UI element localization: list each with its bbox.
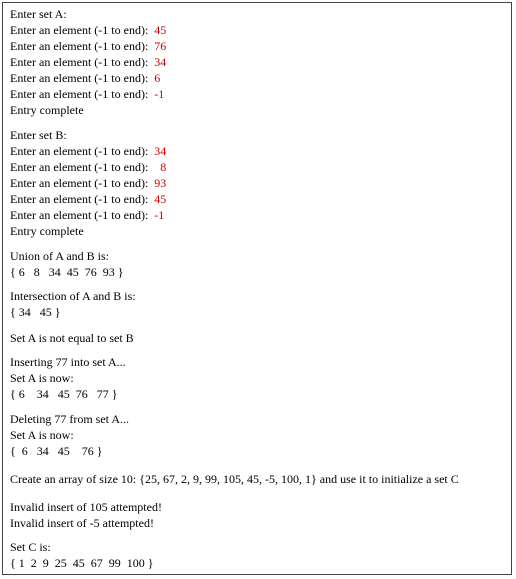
console-line-text: Union of A and B is:	[10, 249, 110, 263]
console-line	[10, 412, 129, 426]
console-user-input: 34	[154, 144, 167, 158]
console-line-text: Set A is now:	[10, 371, 74, 385]
console-line-text: { 1 2 9 25 45 67 99 100 }	[10, 556, 154, 570]
console-line-text: { 6 34 45 76 77 }	[10, 387, 118, 401]
console-line	[10, 500, 162, 514]
console-user-input: 6	[154, 71, 161, 85]
console-line	[10, 176, 166, 190]
console-line-text: { 34 45 }	[10, 305, 61, 319]
console-line	[10, 387, 118, 401]
console-line-text: Set C is:	[10, 540, 51, 554]
console-line	[10, 371, 74, 385]
console-line	[10, 7, 67, 21]
console-line-text: Set A is now:	[10, 428, 74, 442]
console-line	[10, 192, 166, 206]
console-line-text: Intersection of A and B is:	[10, 289, 136, 303]
console-user-input: 8	[160, 160, 167, 174]
console-user-input: -1	[154, 87, 165, 101]
console-line	[10, 160, 166, 174]
console-line	[10, 516, 154, 530]
console-line	[10, 103, 84, 117]
console-line-text: Enter an element (-1 to end):	[10, 192, 155, 206]
console-line	[10, 144, 166, 158]
console-line	[10, 249, 109, 263]
console-line-text: Enter an element (-1 to end):	[10, 39, 155, 53]
console-line-text: Entry complete	[10, 103, 84, 117]
console-output-panel	[2, 2, 512, 575]
console-line	[10, 355, 126, 369]
console-line	[10, 472, 459, 486]
console-line-text: Enter an element (-1 to end):	[10, 55, 155, 69]
console-line	[10, 128, 67, 142]
console-line-text: Entry complete	[10, 224, 84, 238]
console-line	[10, 428, 74, 442]
console-line-text: Create an array of size 10: {25, 67, 2, 9, 99, 105, 45, -5, 100, 1} and use it to initialize a set C	[10, 472, 459, 486]
console-line	[10, 305, 61, 319]
console-line	[10, 71, 160, 85]
console-line-text: Invalid insert of 105 attempted!	[10, 500, 162, 514]
console-user-input: 93	[154, 176, 167, 190]
console-line-text: Enter an element (-1 to end):	[10, 87, 155, 101]
console-line-text: { 6 8 34 45 76 93 }	[10, 265, 124, 279]
console-line	[10, 87, 164, 101]
console-line	[10, 23, 166, 37]
console-line-text: Enter an element (-1 to end):	[10, 23, 155, 37]
console-line-text: Set A is not equal to set B	[10, 331, 134, 345]
console-line	[10, 208, 164, 222]
console-line-text: Enter an element (-1 to end):	[10, 160, 161, 174]
console-line	[10, 39, 166, 53]
console-line-text: Deleting 77 from set A...	[10, 412, 129, 426]
console-line	[10, 265, 124, 279]
console-line-text: Enter set A:	[10, 7, 67, 21]
console-line-text: Enter an element (-1 to end):	[10, 71, 155, 85]
console-line	[10, 331, 134, 345]
console-user-input: 76	[154, 39, 167, 53]
console-line-text: Enter an element (-1 to end):	[10, 208, 155, 222]
console-line-text: Invalid insert of -5 attempted!	[10, 516, 154, 530]
console-line-text: Inserting 77 into set A...	[10, 355, 126, 369]
console-user-input: 45	[154, 23, 167, 37]
console-user-input: -1	[154, 208, 165, 222]
console-user-input: 34	[154, 55, 167, 69]
console-line	[10, 556, 154, 570]
console-line-text: Enter set B:	[10, 128, 67, 142]
console-line	[10, 55, 166, 69]
console-line-text: Enter an element (-1 to end):	[10, 144, 155, 158]
console-line-text: Enter an element (-1 to end):	[10, 176, 155, 190]
console-user-input: 45	[154, 192, 167, 206]
console-line	[10, 224, 84, 238]
console-line	[10, 540, 51, 554]
console-line-text: { 6 34 45 76 }	[10, 444, 103, 458]
console-line	[10, 289, 136, 303]
console-line	[10, 444, 103, 458]
